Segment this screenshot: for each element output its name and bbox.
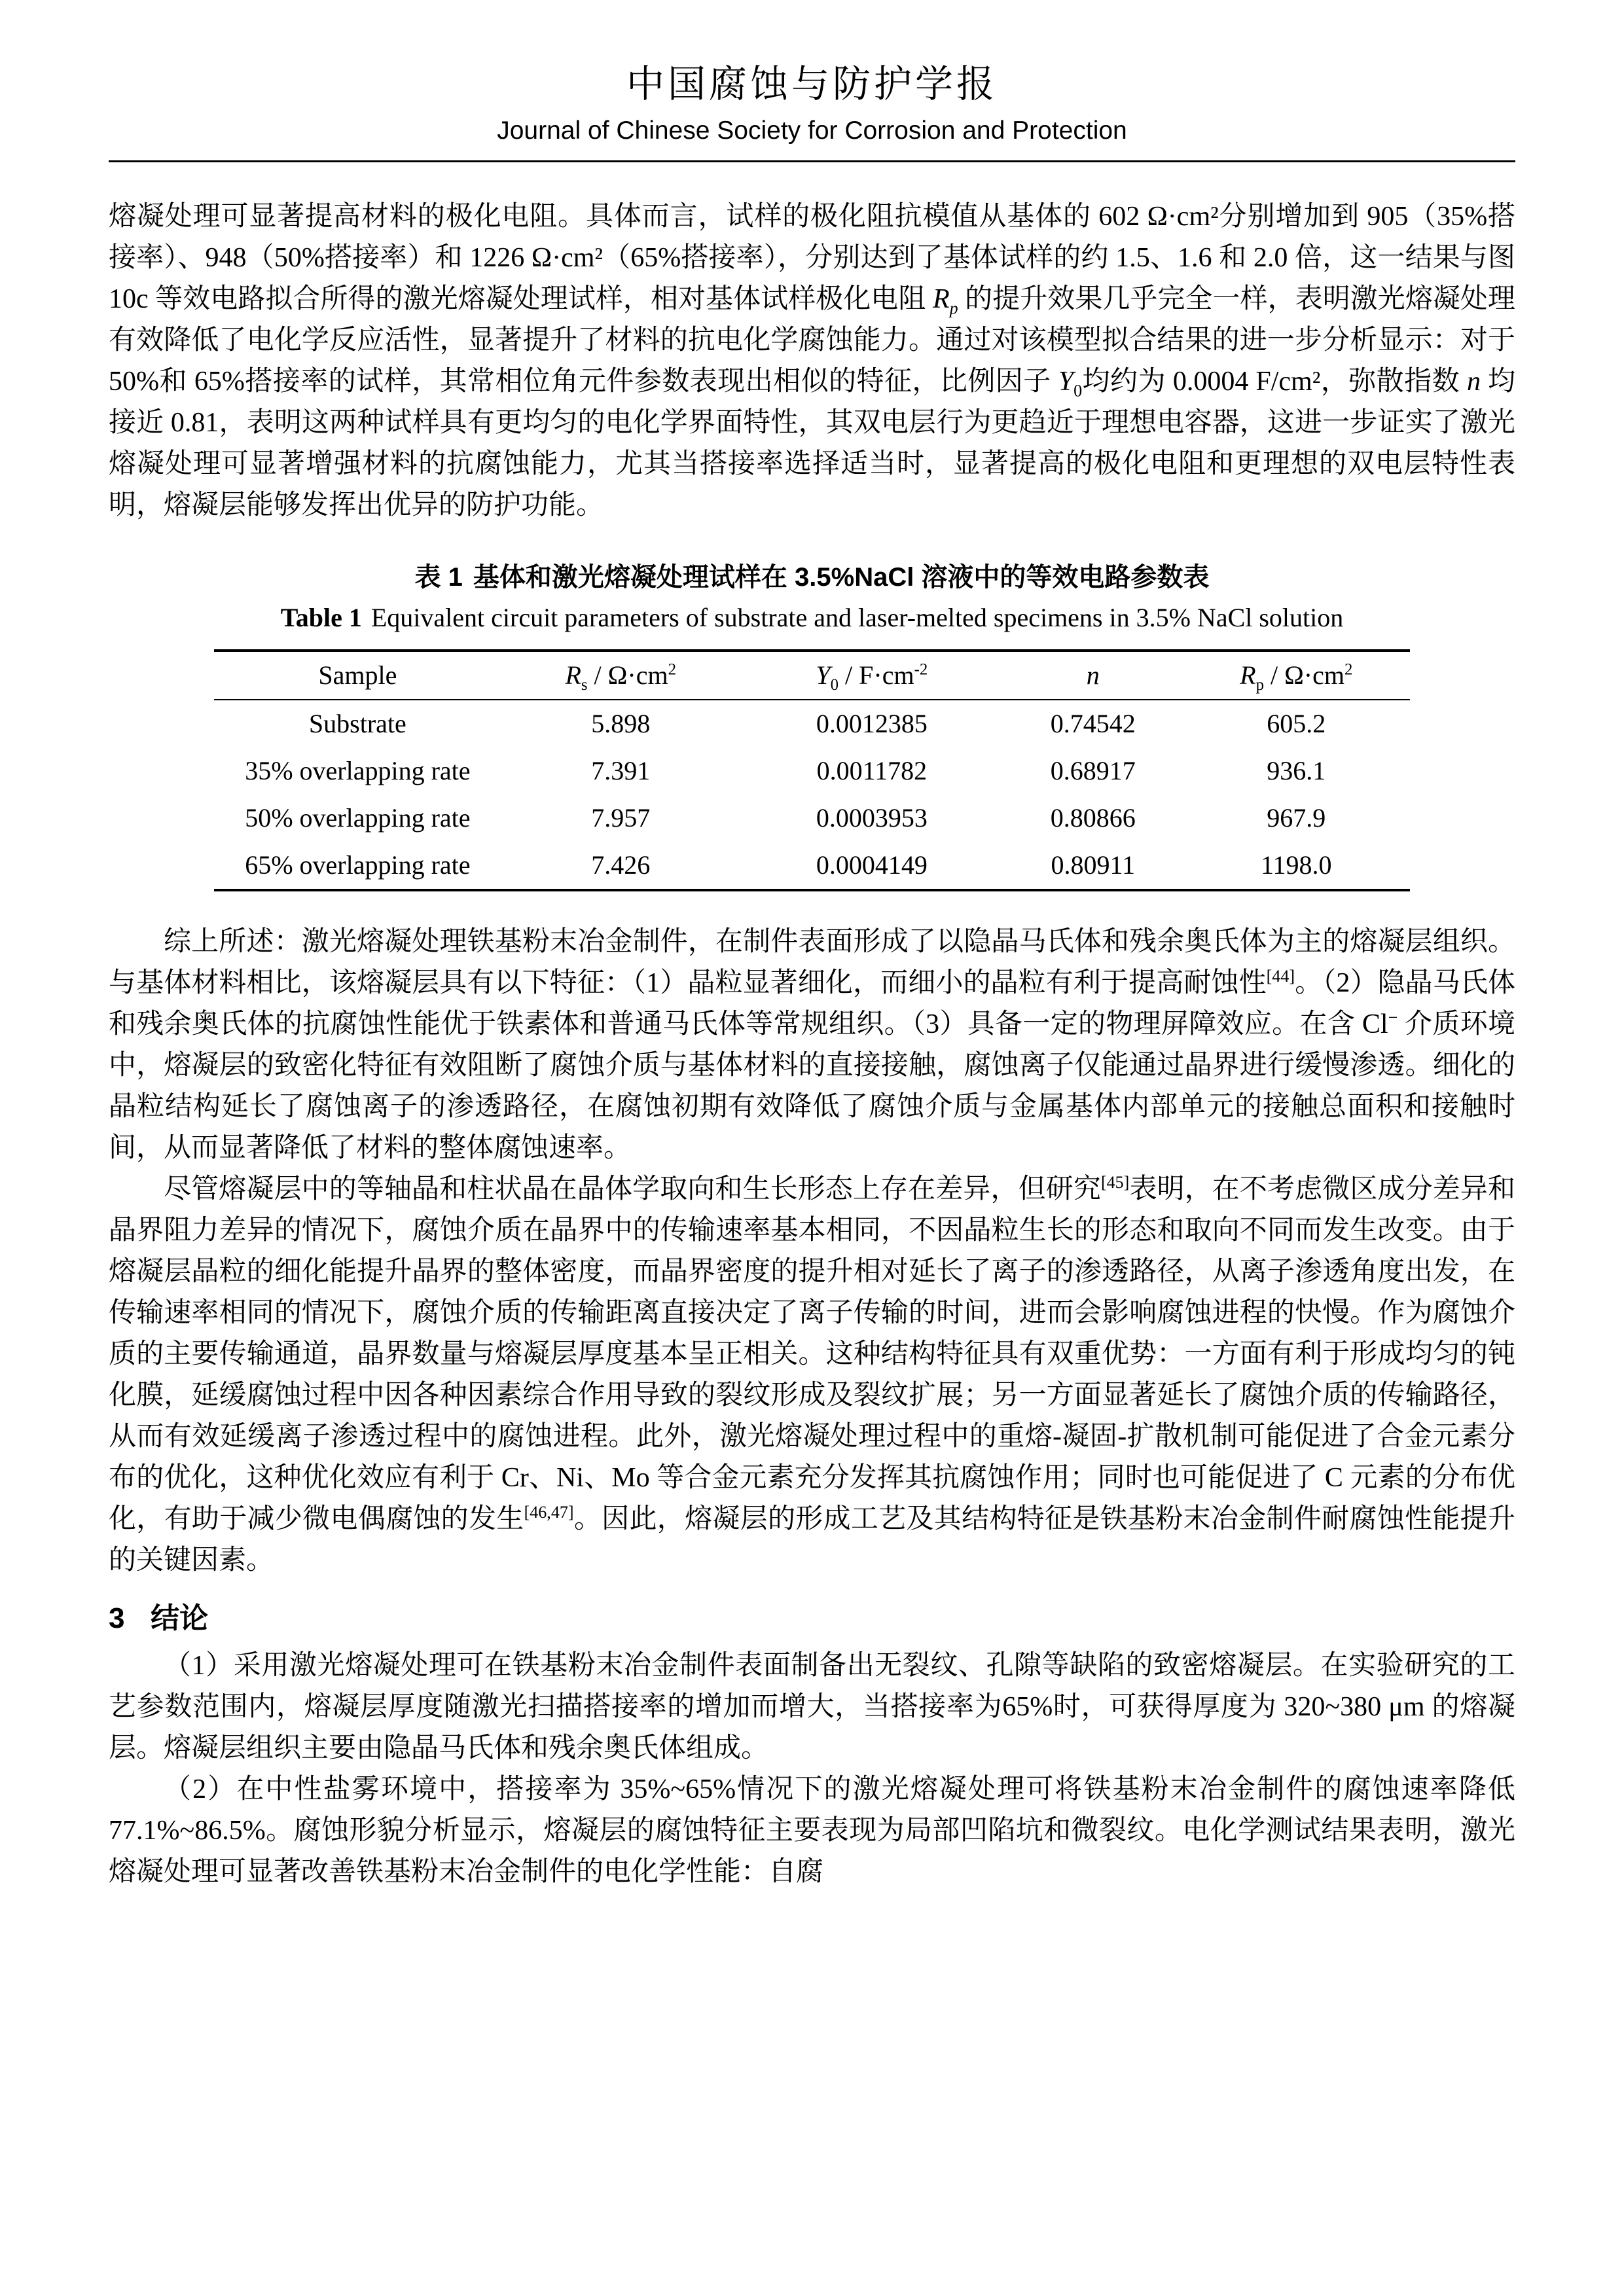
section3-heading (109, 1600, 1515, 1637)
cell-y0: 0.0012385 (816, 709, 928, 739)
cell-rs: 7.957 (591, 803, 651, 833)
col-header-sample: Sample (318, 660, 397, 691)
table1-caption-en (109, 601, 1515, 635)
para-conclusion-2: （2）在中性盐雾环境中，搭接率为 35%~65%情况下的激光熔凝处理可将铁基粉末冶金制件的腐蚀速率降低 77.1%~86.5%。腐蚀形貌分析显示，熔凝层的腐蚀特征主要表现为局部凹陷坑和微裂纹。电化学测试结果表明，激光熔凝处理可显著改善铁基粉末冶金制件的电化学性能：自腐 (109, 1774, 1515, 1887)
section3-number: 3 (109, 1602, 125, 1635)
cell-sample: 50% overlapping rate (245, 803, 471, 833)
cell-rs: 7.426 (591, 850, 651, 880)
para-polarization-resistance: 熔凝处理可显著提高材料的极化电阻。具体而言，试样的极化阻抗模值从基体的 602 Ω·cm²分别增加到 905（35%搭接率）、948（50%搭接率）和 1226 Ω·cm²（65%搭接率），分别达到了基体试样的约 1.5、1.6 和 2.0 倍，这一结果与图 10c 等效电路拟合所得的激光熔凝处理试样，相对基体试样极化电阻 $R_p$ 的提升效果几乎完全一样，表明激光熔凝处理有效降低了电化学反应活性，显著提升了材料的抗电化学腐蚀能力。通过对该模型拟合结果的进一步分析显示：对于 50%和 65%搭接率的试样，其常相位角元件参数表现出相似的特征，比例因子 $Y_0$均约为 0.0004 F/cm²，弥散指数 n 均接近 0.81，表明这两种试样具有更均匀的电化学界面特性，其双电层行为更趋近于理想电容器，这进一步证实了激光熔凝处理可显著增强材料的抗腐蚀能力，尤其当搭接率选择适当时，显著提高的极化电阻和更理想的双电层特性表明，熔凝层能够发挥出优异的防护功能。 (109, 202, 1515, 521)
table-row (214, 842, 1410, 890)
col-header-rp: $R_p / \Omega\cdot cm^2$ (1240, 660, 1353, 694)
table-row (214, 747, 1410, 795)
cell-n: 0.68917 (1050, 756, 1136, 786)
table1-caption-en-label: Table 1 (280, 603, 362, 633)
table1-equivalent-circuit-parameters (214, 649, 1410, 891)
table1-caption-zh (109, 560, 1515, 594)
table1-caption-en-text: Equivalent circuit parameters of substrate and laser-melted specimens in 3.5% NaCl solution (370, 603, 1344, 633)
paper-body (109, 196, 1515, 1892)
cell-y0: 0.0004149 (816, 850, 928, 880)
journal-title-zh: 中国腐蚀与防护学报 (626, 63, 998, 105)
journal-title-en: Journal of Chinese Society for Corrosion and Protection (497, 116, 1127, 145)
journal-header (109, 63, 1515, 162)
para-summary-melted-layer: 综上所述：激光熔凝处理铁基粉末冶金制件，在制件表面形成了以隐晶马氏体和残余奥氏体为主的熔凝层组织。与基体材料相比，该熔凝层具有以下特征：（1）晶粒显著细化，而细小的晶粒有利于提高耐蚀性[44]。（2）隐晶马氏体和残余奥氏体的抗腐蚀性能优于铁素体和普通马氏体等常规组织。（3）具备一定的物理屏障效应。在含 Cl− 介质环境中，熔凝层的致密化特征有效阻断了腐蚀介质与基体材料的直接接触，腐蚀离子仅能通过晶界进行缓慢渗透。细化的晶粒结构延长了腐蚀离子的渗透路径，在腐蚀初期有效降低了腐蚀介质与金属基体内部单元的接触总面积和接触时间，从而显著降低了材料的整体腐蚀速率。 (109, 927, 1515, 1164)
section3-title: 结论 (151, 1602, 209, 1635)
cell-sample: 65% overlapping rate (245, 850, 471, 880)
cell-rp: 967.9 (1267, 803, 1326, 833)
table1-header-row (214, 651, 1410, 700)
cell-n: 0.74542 (1050, 709, 1136, 739)
cell-y0: 0.0003953 (816, 803, 928, 833)
cell-n: 0.80911 (1051, 850, 1135, 880)
header-divider-line (109, 160, 1515, 162)
cell-rp: 936.1 (1267, 756, 1326, 786)
cell-sample: 35% overlapping rate (245, 756, 471, 786)
table-row (214, 700, 1410, 747)
cell-n: 0.80866 (1050, 803, 1136, 833)
col-header-y0: $Y_0 / F\cdot cm^{-2}$ (816, 660, 928, 694)
cell-y0: 0.0011782 (816, 756, 928, 786)
para-grain-boundary-transport: 尽管熔凝层中的等轴晶和柱状晶在晶体学取向和生长形态上存在差异，但研究[45]表明，在不考虑微区成分差异和晶界阻力差异的情况下，腐蚀介质在晶界中的传输速率基本相同，不因晶粒生长的形态和取向不同而发生改变。由于熔凝层晶粒的细化能提升晶界的整体密度，而晶界密度的提升相对延长了离子的渗透路径，从离子渗透角度出发，在传输速率相同的情况下，腐蚀介质的传输距离直接决定了离子传输的时间，进而会影响腐蚀进程的快慢。作为腐蚀介质的主要传输通道，晶界数量与熔凝层厚度基本呈正相关。这种结构特征具有双重优势：一方面有利于形成均匀的钝化膜，延缓腐蚀过程中因各种因素综合作用导致的裂纹形成及裂纹扩展；另一方面显著延长了腐蚀介质的传输路径，从而有效延缓离子渗透过程中的腐蚀进程。此外，激光熔凝处理过程中的重熔-凝固-扩散机制可能促进了合金元素分布的优化，这种优化效应有利于 Cr、Ni、Mo 等合金元素充分发挥其抗腐蚀作用；同时也可能促进了 C 元素的分布优化，有助于减少微电偶腐蚀的发生[46,47]。因此，熔凝层的形成工艺及其结构特征是铁基粉末冶金制件耐腐蚀性能提升的关键因素。 (109, 1173, 1515, 1576)
col-header-n: n (1086, 660, 1100, 691)
cell-rp: 605.2 (1267, 709, 1326, 739)
table1-caption-zh-label: 表 1 (414, 563, 463, 592)
table1-caption-zh-text: 基体和激光熔凝处理试样在 3.5%NaCl 溶液中的等效电路参数表 (473, 563, 1210, 592)
cell-rs: 5.898 (591, 709, 651, 739)
cell-sample: Substrate (308, 709, 406, 739)
col-header-rs: $R_s / \Omega\cdot cm^2$ (565, 660, 676, 694)
para-conclusion-1: （1）采用激光熔凝处理可在铁基粉末冶金制件表面制备出无裂纹、孔隙等缺陷的致密熔凝层。在实验研究的工艺参数范围内，熔凝层厚度随激光扫描搭接率的增加而增大，当搭接率为65%时，可获得厚度为 320~380 μm 的熔凝层。熔凝层组织主要由隐晶马氏体和残余奥氏体组成。 (109, 1650, 1515, 1763)
table1-section (109, 560, 1515, 891)
cell-rs: 7.391 (591, 756, 651, 786)
cell-rp: 1198.0 (1261, 850, 1332, 880)
table-row (214, 795, 1410, 842)
